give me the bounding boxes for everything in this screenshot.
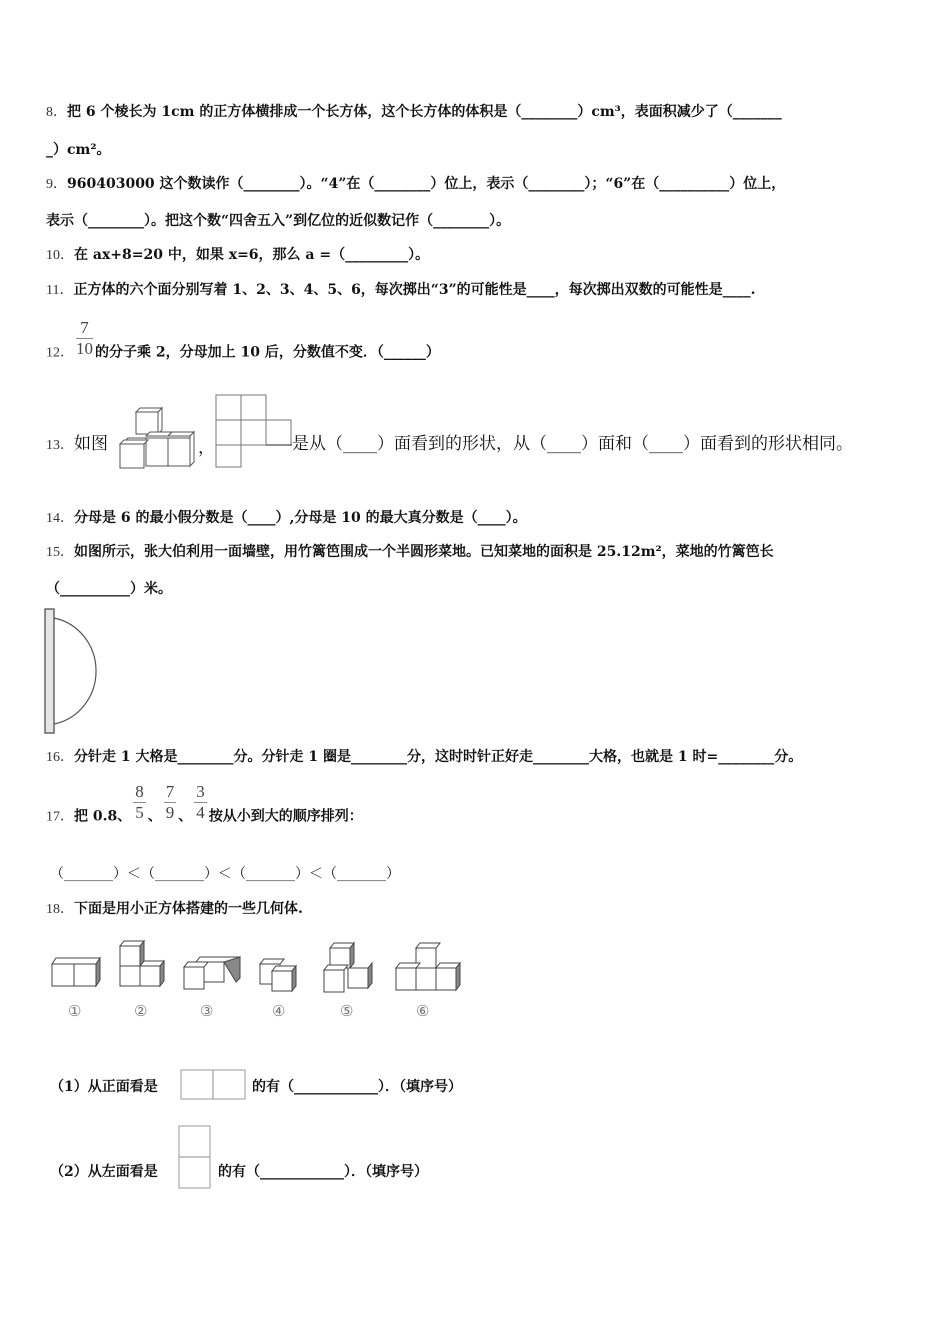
left-view-two-squares (178, 1125, 212, 1191)
question-number: 14． (46, 511, 74, 526)
cube-figures-row (48, 938, 468, 1000)
fraction-3-4: $\frac{3}{4}$ (196, 782, 205, 822)
ordering-blanks: （_______）＜（_______）＜（_______）＜（_______） (50, 866, 400, 882)
question-12 (46, 318, 440, 364)
question-9 (46, 174, 785, 195)
front-view-two-squares (180, 1069, 248, 1101)
question-number: 17． (46, 809, 74, 825)
fraction-8-5: $\frac{8}{5}$ (135, 782, 144, 822)
question-text: 在 ax+8=20 中，如果 x=6，那么 a =（_________）。 (74, 247, 430, 263)
question-16 (46, 747, 802, 768)
question-text: _）cm²。 (46, 142, 111, 158)
grid-view-figure (214, 393, 294, 469)
cube-figure-3 (184, 957, 240, 989)
question-number: 9． (46, 177, 67, 192)
question-number: 16． (46, 750, 74, 765)
question-number: 12． (46, 345, 74, 361)
question-18-part1-answer: 的有（____________）．（填序号） (252, 1079, 462, 1095)
semicircle-garden-figure (44, 608, 108, 736)
question-number: 18． (46, 902, 74, 917)
fraction-7-9: $\frac{7}{9}$ (165, 782, 175, 822)
question-13-text (292, 434, 853, 454)
question-number: 11． (46, 283, 74, 298)
question-17: 17．把 0.8、 $\frac{8}{5}$ 、 $\frac{7}{9}$ 、 $\frac{3}{4}$ 按从小到大的顺序排列： (46, 782, 363, 825)
question-number: 13． (46, 438, 74, 453)
cube-figure-5 (324, 943, 372, 992)
cube-figure-6 (396, 943, 460, 990)
comma: ， (198, 438, 215, 458)
question-text: 下面是用小正方体搭建的一些几何体. (74, 901, 303, 917)
question-text: 的分子乘 2，分母加上 10 后，分数值不变．（______） (95, 344, 440, 361)
question-9-cont (46, 211, 510, 231)
question-text: 是从（____）面看到的形状，从（____）面和（____）面看到的形状相同。 (292, 434, 853, 454)
question-8 (46, 102, 782, 123)
question-number: 8． (46, 105, 67, 120)
question-18-part1: （1）从正面看是 (50, 1079, 158, 1095)
question-18 (46, 899, 303, 920)
question-13: 13．如图 (46, 434, 108, 454)
question-18-part2: （2）从左面看是 (50, 1164, 158, 1180)
question-text: （__________）米。 (46, 581, 172, 597)
question-text: 正方体的六个面分别写着 1、2、3、4、5、6，每次掷出“3”的可能性是____，每次掷出双数的可能性是____. (73, 282, 756, 298)
cube-stack-figure (116, 402, 198, 470)
cube-figure-2 (120, 941, 164, 986)
question-number: 10． (46, 248, 74, 263)
question-17-answer (50, 864, 400, 884)
question-15 (46, 542, 774, 563)
question-text: 表示（________）。把这个数“四舍五入”到亿位的近似数记作（________）。 (46, 213, 511, 229)
cube-figure-4 (260, 959, 296, 991)
question-15-cont (46, 579, 172, 599)
cube-figure-1 (52, 958, 100, 986)
question-number: 15． (46, 545, 74, 560)
question-text: 分母是 6 的最小假分数是（____）,分母是 10 的最大真分数是（____）。 (74, 510, 527, 526)
question-10 (46, 245, 429, 266)
fraction: $\frac{7}{10}$ (76, 318, 93, 358)
question-14 (46, 508, 527, 529)
question-8-cont (46, 140, 110, 160)
question-18-part2-answer: 的有（____________）．（填序号） (218, 1164, 428, 1180)
question-text: 如图所示，张大伯利用一面墙壁，用竹篱笆围成一个半圆形菜地。已知菜地的面积是 25.12m²，菜地的竹篱笆长 (74, 544, 774, 560)
question-text: 分针走 1 大格是________分。分针走 1 圈是________分，这时时针正好走________大格，也就是 1 时=________分。 (74, 749, 803, 765)
question-text: 960403000 这个数读作（________）。“4”在（________）位上，表示（________）；“6”在（__________）位上， (67, 176, 786, 192)
question-11 (46, 280, 756, 301)
question-text: 把 6 个棱长为 1cm 的正方体横排成一个长方体，这个长方体的体积是（________）cm³，表面积减少了（_______ (67, 104, 782, 120)
